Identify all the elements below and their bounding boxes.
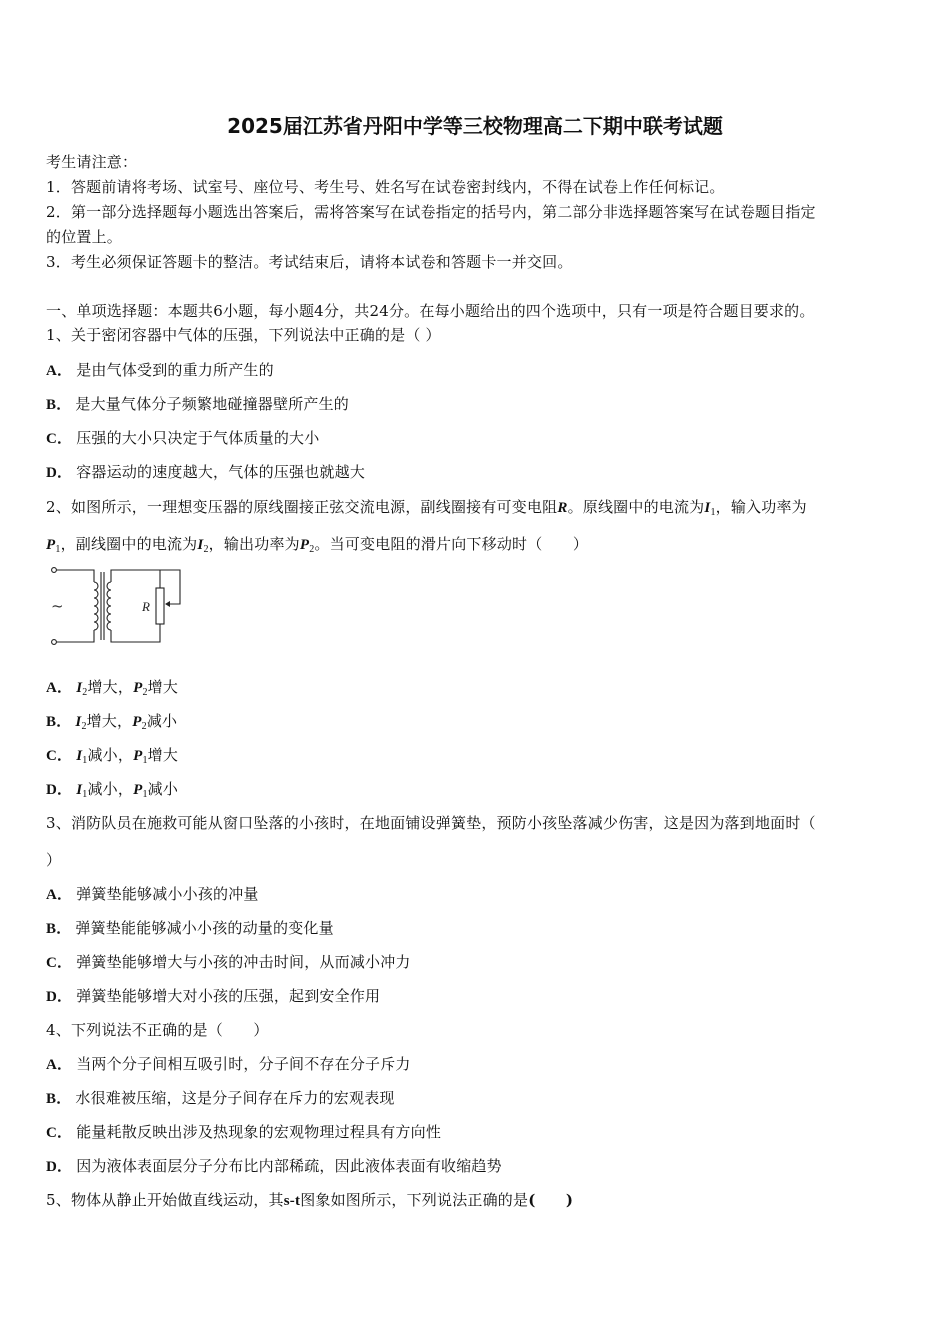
- subscript: 1: [710, 507, 716, 518]
- var-i: I: [197, 537, 204, 553]
- q4-option-c: [46, 1122, 441, 1143]
- subscript: 1: [142, 755, 148, 766]
- secondary-wire-bottom: [111, 624, 160, 642]
- stem-text: 图象如图所示，下列说法正确的是: [300, 1191, 529, 1209]
- option-text: 增大，: [87, 678, 134, 696]
- stem-text: 5、物体从静止开始做直线运动，其: [46, 1191, 284, 1209]
- notice-heading: 考生请注意：: [46, 153, 138, 171]
- q3-option-a: [46, 884, 259, 905]
- var-p: P: [133, 782, 143, 798]
- q2-option-c: [46, 745, 178, 771]
- subscript: 2: [203, 544, 209, 555]
- subscript: 1: [142, 789, 148, 800]
- resistor-label: R: [142, 599, 150, 614]
- q4-option-a: [46, 1054, 411, 1075]
- slider-wire: [160, 570, 180, 604]
- option-letter: B．: [46, 397, 72, 413]
- option-letter: A．: [46, 680, 73, 696]
- option-letter: C．: [46, 1125, 73, 1141]
- option-text: 弹簧垫能够减小小孩的冲量: [76, 885, 259, 903]
- var-r: R: [557, 500, 568, 516]
- secondary-coil: [107, 582, 111, 630]
- option-text: 弹簧垫能够增大与小孩的冲击时间，从而减小冲力: [76, 953, 411, 971]
- notice-item-3: 3．考生必须保证答题卡的整洁。考试结束后，请将本试卷和答题卡一并交回。: [46, 253, 573, 271]
- terminal-top: [52, 568, 57, 573]
- q2-option-d: [46, 779, 178, 805]
- resistor: [156, 588, 164, 624]
- option-text: 水很难被压缩，这是分子间存在斥力的宏观表现: [75, 1089, 395, 1107]
- notice-item-2: 2．第一部分选择题每小题选出答案后，需将答案写在试卷指定的括号内，第二部分非选择题答案写在试卷题目指定: [46, 203, 816, 221]
- ac-source-symbol: ~: [51, 597, 64, 615]
- subscript: 2: [82, 687, 88, 698]
- stem-text: ，输入功率为: [715, 498, 807, 516]
- option-text: 减小，: [87, 746, 134, 764]
- var-i: I: [76, 680, 83, 696]
- q2-option-a: [46, 677, 178, 703]
- notice-item-2-cont: 的位置上。: [46, 228, 123, 246]
- option-letter: D．: [46, 989, 73, 1005]
- q4-option-b: [46, 1088, 395, 1109]
- q3-stem-line1: 3、消防队员在施救可能从窗口坠落的小孩时，在地面铺设弹簧垫，预防小孩坠落减少伤害，这是因为落到地面时（: [46, 814, 816, 832]
- notice-item-1: 1．答题前请将考场、试室号、座位号、考生号、姓名写在试卷密封线内，不得在试卷上作任何标记。: [46, 178, 725, 196]
- option-letter: B．: [46, 714, 72, 730]
- var-i: I: [75, 714, 82, 730]
- subscript: 1: [82, 789, 88, 800]
- option-text: 是大量气体分子频繁地碰撞器壁所产生的: [75, 395, 350, 413]
- subscript: 2: [142, 687, 148, 698]
- subscript: 2: [141, 721, 147, 732]
- var-p: P: [46, 537, 56, 553]
- q1-option-a: [46, 360, 274, 381]
- option-letter: D．: [46, 782, 73, 798]
- q3-option-d: [46, 986, 380, 1007]
- option-letter: C．: [46, 748, 73, 764]
- q1-option-d: [46, 462, 365, 483]
- q3-stem-line2: ）: [46, 851, 62, 869]
- section-heading: 一、单项选择题：本题共6小题，每小题4分，共24分。在每小题给出的四个选项中，只有一项是符合题目要求的。: [46, 302, 815, 320]
- var-p: P: [132, 714, 142, 730]
- q4-option-d: [46, 1156, 502, 1177]
- option-letter: A．: [46, 887, 73, 903]
- var-p: P: [133, 680, 143, 696]
- option-letter: D．: [46, 465, 73, 481]
- var-p: P: [133, 748, 143, 764]
- subscript: 2: [81, 721, 87, 732]
- option-letter: A．: [46, 363, 73, 379]
- q2-stem-line1: [46, 497, 807, 523]
- option-text: 增大: [147, 678, 179, 696]
- option-text: 因为液体表面层分子分布比内部稀疏，因此液体表面有收缩趋势: [76, 1157, 502, 1175]
- secondary-wire-top: [111, 570, 160, 588]
- q1-option-c: [46, 428, 319, 449]
- option-text: 是由气体受到的重力所产生的: [76, 361, 274, 379]
- stem-text: 。原线圈中的电流为: [567, 498, 705, 516]
- option-text: 弹簧垫能能够减小小孩的动量的变化量: [75, 919, 334, 937]
- transformer-circuit-diagram: [40, 562, 190, 650]
- var-i: I: [704, 500, 711, 516]
- option-text: 弹簧垫能够增大对小孩的压强，起到安全作用: [76, 987, 381, 1005]
- stem-text: 。当可变电阻的滑片向下移动时（ ）: [314, 535, 589, 553]
- option-text: 减小: [147, 780, 179, 798]
- option-text: 能量耗散反映出涉及热现象的宏观物理过程具有方向性: [76, 1123, 442, 1141]
- option-text: 增大，: [86, 712, 133, 730]
- st-label: s-t: [283, 1193, 301, 1209]
- q1-option-b: [46, 394, 349, 415]
- page-title: 2025届江苏省丹阳中学等三校物理高二下期中联考试题: [227, 114, 723, 138]
- primary-wire-bottom: [57, 630, 95, 642]
- q4-stem: 4、下列说法不正确的是（ ）: [46, 1021, 269, 1039]
- q2-option-b: [46, 711, 177, 737]
- var-p: P: [299, 537, 310, 553]
- option-letter: C．: [46, 431, 73, 447]
- option-text: 压强的大小只决定于气体质量的大小: [76, 429, 320, 447]
- q3-option-b: [46, 918, 334, 939]
- slider-arrow: [165, 601, 170, 607]
- stem-text: ，输出功率为: [208, 535, 300, 553]
- q3-option-c: [46, 952, 411, 973]
- subscript: 2: [309, 544, 315, 555]
- option-letter: C．: [46, 955, 73, 971]
- var-i: I: [76, 782, 83, 798]
- primary-wire-top: [57, 570, 95, 582]
- q2-stem-line2: [46, 534, 588, 560]
- option-letter: D．: [46, 1159, 73, 1175]
- subscript: 1: [82, 755, 88, 766]
- stem-text: 2、如图所示，一理想变压器的原线圈接正弦交流电源，副线圈接有可变电阻: [46, 498, 558, 516]
- option-letter: B．: [46, 1091, 72, 1107]
- stem-text: ，副线圈中的电流为: [60, 535, 198, 553]
- answer-paren: ( ): [528, 1191, 574, 1209]
- option-text: 当两个分子间相互吸引时，分子间不存在分子斥力: [76, 1055, 411, 1073]
- terminal-bottom: [52, 640, 57, 645]
- q1-stem: 1、关于密闭容器中气体的压强，下列说法中正确的是（ ）: [46, 326, 441, 344]
- var-i: I: [76, 748, 83, 764]
- option-letter: A．: [46, 1057, 73, 1073]
- subscript: 1: [55, 544, 61, 555]
- option-text: 增大: [147, 746, 179, 764]
- option-text: 容器运动的速度越大，气体的压强也就越大: [76, 463, 366, 481]
- q5-stem: [46, 1190, 573, 1211]
- option-letter: B．: [46, 921, 72, 937]
- option-text: 减小，: [87, 780, 134, 798]
- option-text: 减小: [146, 712, 178, 730]
- primary-coil: [94, 582, 98, 630]
